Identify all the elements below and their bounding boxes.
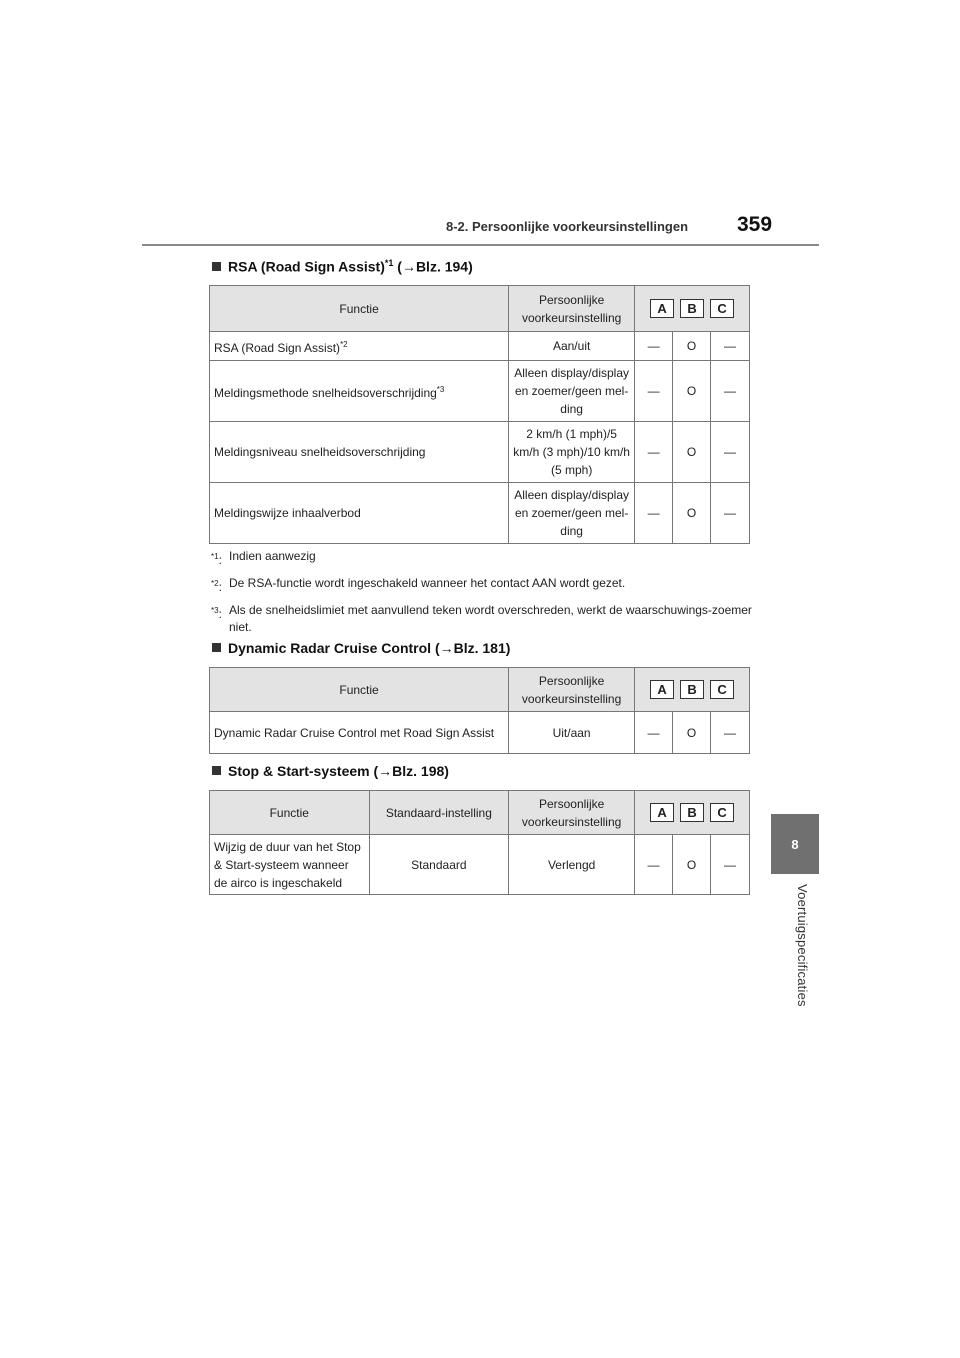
setting-cell: Aan/uit: [509, 332, 635, 361]
chapter-tab-label: Voertuigspecificaties: [795, 884, 810, 1007]
value-b-cell: O: [673, 361, 711, 422]
value-a-cell: —: [635, 332, 673, 361]
footnote: $^{*3}$: Als de snelheidslimiet met aanvullend teken wordt overschreden, werkt de waarschuwings-zoemer niet.: [211, 603, 752, 634]
section-title-rsa: RSA (Road Sign Assist)$^{*1}$ (→Blz. 194): [212, 258, 473, 275]
value-c-cell: —: [711, 712, 750, 754]
footnotes: [211, 548, 756, 642]
stop-start-settings-table: [209, 790, 750, 895]
square-bullet-icon: [212, 643, 221, 652]
default-cell: Standaard: [369, 835, 509, 895]
value-b-cell: O: [673, 332, 711, 361]
chapter-tab: 8: [771, 814, 819, 874]
value-a-cell: —: [635, 361, 673, 422]
square-bullet-icon: [212, 766, 221, 775]
setting-cell: Uit/aan: [509, 712, 635, 754]
value-b-cell: O: [673, 422, 711, 483]
abc-label-b: B: [680, 680, 704, 699]
column-header-abc: [635, 286, 750, 332]
table-row: [210, 483, 750, 544]
column-header-function: Functie: [210, 668, 509, 712]
value-a-cell: —: [635, 483, 673, 544]
abc-label-b: B: [680, 299, 704, 318]
value-c-cell: —: [710, 835, 749, 895]
abc-label-c: C: [710, 803, 734, 822]
setting-cell: Alleen display/display en zoemer/geen mel-ding: [509, 483, 635, 544]
function-cell: Meldingswijze inhaalverbod: [210, 483, 509, 544]
value-c-cell: —: [711, 483, 750, 544]
table-row: [210, 361, 750, 422]
setting-cell: Verlengd: [509, 835, 635, 895]
footnote: $^{*1}$: Indien aanwezig: [211, 549, 316, 567]
dynamic-radar-settings-table: [209, 667, 750, 754]
function-cell: Meldingsmethode snelheidsoverschrijding$^{*3}$: [210, 361, 509, 422]
column-header-abc: [635, 668, 750, 712]
value-a-cell: —: [635, 712, 673, 754]
column-header-personal-setting: Persoonlijke voorkeursinstelling: [509, 791, 635, 835]
abc-label-c: C: [710, 299, 734, 318]
abc-label-a: A: [650, 803, 674, 822]
column-header-function: Functie: [210, 286, 509, 332]
footnote: $^{*2}$: De RSA-functie wordt ingeschakeld wanneer het contact AAN wordt gezet.: [211, 576, 626, 594]
value-c-cell: —: [711, 332, 750, 361]
value-c-cell: —: [711, 361, 750, 422]
abc-label-a: A: [650, 299, 674, 318]
abc-label-c: C: [710, 680, 734, 699]
chapter-header: 8-2. Persoonlijke voorkeursinstellingen: [446, 219, 689, 234]
table-row: [210, 835, 750, 895]
value-b-cell: O: [673, 483, 711, 544]
column-header-abc: [635, 791, 750, 835]
value-a-cell: —: [635, 422, 673, 483]
table-row: [210, 332, 750, 361]
setting-cell: Alleen display/display en zoemer/geen mel-ding: [509, 361, 635, 422]
section-title-stop-start: Stop & Start-systeem (→Blz. 198): [212, 763, 449, 779]
value-b-cell: O: [673, 835, 711, 895]
column-header-personal-setting: Persoonlijke voorkeursinstelling: [509, 286, 635, 332]
function-cell: Meldingsniveau snelheidsoverschrijding: [210, 422, 509, 483]
table-row: [210, 422, 750, 483]
section-title-dynamic-radar: Dynamic Radar Cruise Control (→Blz. 181): [212, 640, 510, 656]
value-a-cell: —: [635, 835, 673, 895]
rsa-settings-table: [209, 285, 750, 544]
column-header-function: Functie: [210, 791, 370, 835]
square-bullet-icon: [212, 262, 221, 271]
function-cell: RSA (Road Sign Assist)$^{*2}$: [210, 332, 509, 361]
abc-label-a: A: [650, 680, 674, 699]
function-cell: Wijzig de duur van het Stop & Start-systeem wanneer de airco is ingeschakeld: [210, 835, 370, 895]
table-row: [210, 712, 750, 754]
column-header-default-setting: Standaard-instelling: [369, 791, 509, 835]
column-header-personal-setting: Persoonlijke voorkeursinstelling: [509, 668, 635, 712]
function-cell: Dynamic Radar Cruise Control met Road Sign Assist: [210, 712, 509, 754]
value-b-cell: O: [673, 712, 711, 754]
setting-cell: 2 km/h (1 mph)/5 km/h (3 mph)/10 km/h (5 mph): [509, 422, 635, 483]
value-c-cell: —: [711, 422, 750, 483]
abc-label-b: B: [680, 803, 704, 822]
header-divider: [142, 244, 819, 246]
page-number: 359: [737, 213, 773, 236]
